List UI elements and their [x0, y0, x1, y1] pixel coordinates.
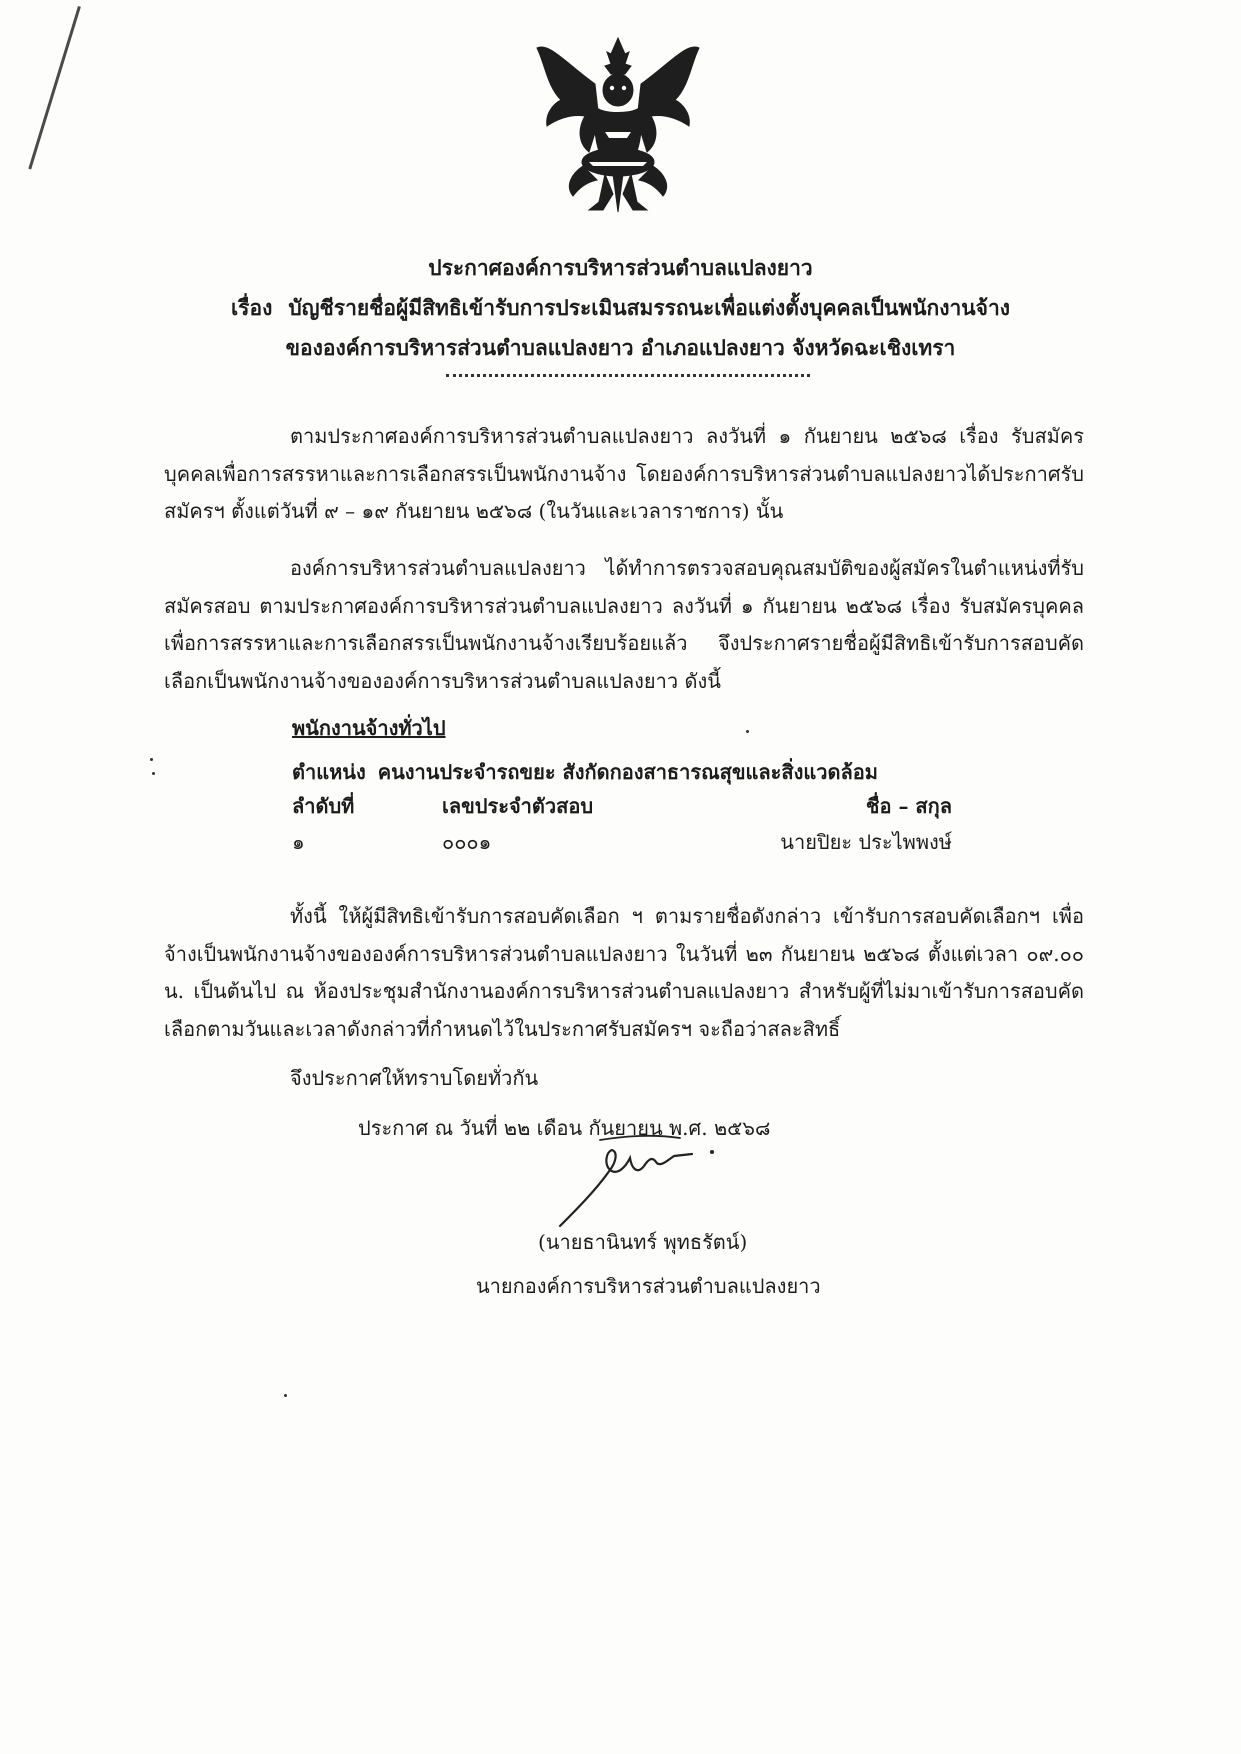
row-name: นายปิยะ ประไพพงษ์ [780, 830, 952, 854]
header-name: ชื่อ – สกุล [865, 794, 952, 818]
header-exam-id: เลขประจำตัวสอบ [442, 794, 594, 818]
row-order: ๑ [292, 830, 305, 854]
paragraph-2: องค์การบริหารส่วนตำบลแปลงยาว ได้ทำการตรวจสอบคุณสมบัติของผู้สมัครในตำแหน่งที่รับสมัครสอบ ตามประกาศองค์การบริหารส่วนตำบลแปลงยาว ลงวันที่ ๑ กันยายน ๒๕๖๘ เรื่อง รับสมัครบุคคลเพื่อการสรรหาและการเลือกสรรเป็นพนักงานจ้างเรียบร้อยแล้ว จึงประกาศรายชื่อผู้มีสิทธิเข้ารับการสอบคัดเลือกเป็นพนักงานจ้างขององค์การบริหารส่วนตำบลแปลงยาว ดังนี้ [164, 556, 1084, 693]
signature-icon [556, 1130, 726, 1230]
paragraph-3: ทั้งนี้ ให้ผู้มีสิทธิเข้ารับการสอบคัดเลือก ฯ ตามรายชื่อดังกล่าว เข้ารับการสอบคัดเลือกฯ เพื่อจ้างเป็นพนักงานจ้างขององค์การบริหารส่วนตำบลแปลงยาว ในวันที่ ๒๓ กันยายน ๒๕๖๘ ตั้งแต่เวลา ๐๙.๐๐ น. เป็นต้นไป ณ ห้องประชุมสำนักงานองค์การบริหารส่วนตำบลแปลงยาว สำหรับผู้ที่ไม่มาเข้ารับการสอบคัดเลือกตามวันและเวลาดังกล่าวที่กำหนดไว้ในประกาศรับสมัครฯ จะถือว่าสละสิทธิ์ [164, 904, 1084, 1041]
subject-line-2: ขององค์การบริหารส่วนตำบลแปลงยาว อำเภอแปลงยาว จังหวัดฉะเชิงเทรา [285, 335, 956, 360]
garuda-emblem-icon [527, 34, 709, 220]
position-label: ตำแหน่ง [292, 760, 366, 784]
closing-line: จึงประกาศให้ทราบโดยทั่วกัน [290, 1066, 539, 1090]
subject-text-1: บัญชีรายชื่อผู้มีสิทธิเข้ารับการประเมินสมรรถนะเพื่อแต่งตั้งบุคคลเป็นพนักงานจ้าง [288, 295, 1010, 320]
announcement-title: ประกาศองค์การบริหารส่วนตำบลแปลงยาว [428, 255, 813, 280]
scan-edge-mark [28, 6, 81, 169]
row-exam-id: ๐๐๐๑ [442, 830, 492, 854]
speck [152, 772, 155, 775]
speck [284, 1394, 287, 1397]
paragraph-1: ตามประกาศองค์การบริหารส่วนตำบลแปลงยาว ลงวันที่ ๑ กันยายน ๒๕๖๘ เรื่อง รับสมัครบุคคลเพื่อการสรรหาและการเลือกสรรเป็นพนักงานจ้าง โดยองค์การบริหารส่วนตำบลแปลงยาวได้ประกาศรับสมัครฯ ตั้งแต่วันที่ ๙ – ๑๙ กันยายน ๒๕๖๘ (ในวันและเวลาราชการ) นั้น [164, 424, 1084, 523]
header-order: ลำดับที่ [292, 794, 355, 818]
subject-line-1 [0, 292, 1241, 325]
speck [150, 758, 153, 761]
section-title: พนักงานจ้างทั่วไป [292, 716, 446, 740]
dotted-separator [446, 374, 810, 377]
subject-label: เรื่อง [231, 295, 273, 320]
announce-date: ประกาศ ณ วันที่ ๒๒ เดือน กันยายน พ.ศ. ๒๕๖๘ [358, 1116, 771, 1140]
position-line [292, 756, 878, 788]
signer-title: นายกองค์การบริหารส่วนตำบลแปลงยาว [476, 1274, 821, 1298]
speck [746, 730, 749, 733]
signer-name: (นายธานินทร์ พุทธรัตน์) [538, 1230, 748, 1254]
position-value: คนงานประจำรถขยะ สังกัดกองสาธารณสุขและสิ่งแวดล้อม [377, 760, 878, 784]
